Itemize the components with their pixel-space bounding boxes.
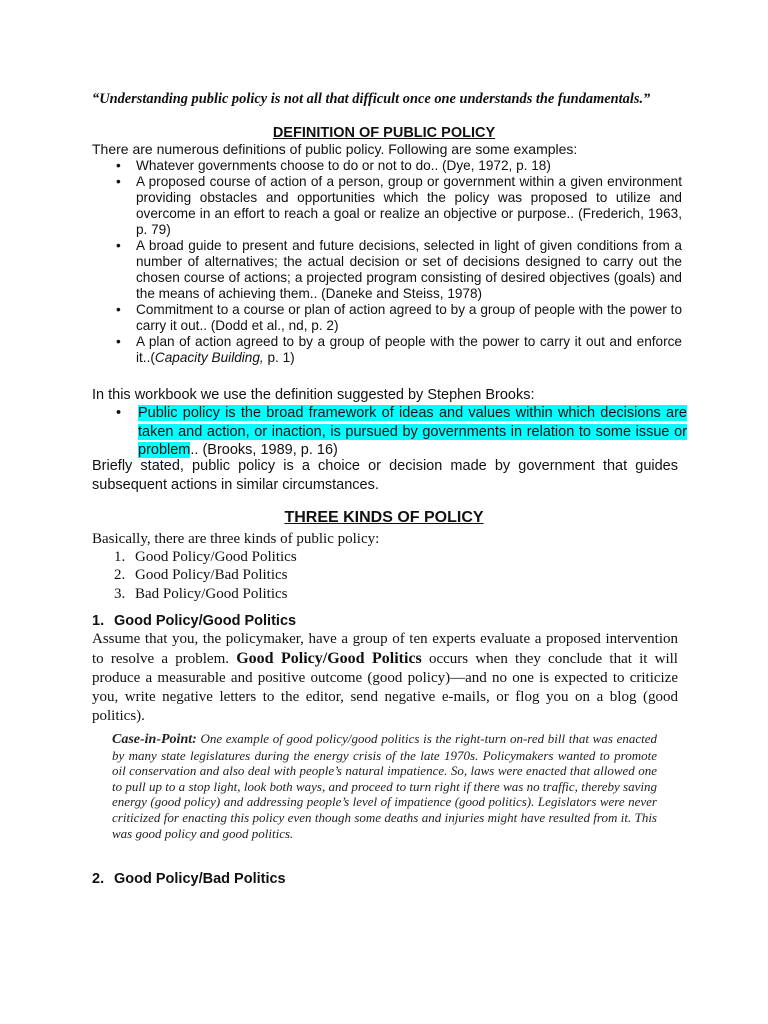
list-item bbox=[92, 334, 682, 366]
definition-text-start: A plan of action agreed to by a group of people with the power to carry it out and enforce it..( bbox=[136, 334, 682, 365]
definition-heading: DEFINITION OF PUBLIC POLICY bbox=[272, 125, 496, 141]
good-good-paragraph bbox=[92, 630, 678, 726]
case-lead: Case-in-Point: bbox=[112, 732, 197, 747]
section-heading-good-good bbox=[92, 612, 296, 630]
section-title: Good Policy/Bad Politics bbox=[114, 871, 286, 887]
section-number: 2. bbox=[92, 871, 105, 887]
brooks-citation: .. (Brooks, 1989, p. 16) bbox=[190, 442, 338, 458]
bullet-icon: • bbox=[116, 405, 122, 421]
highlighted-definition: Public policy is the broad framework of ideas and values within which decisions are taken and action, or inaction, is pursued by governments in relation to some issue or problem bbox=[138, 405, 687, 458]
bullet-icon: • bbox=[116, 174, 121, 189]
section-number: 1. bbox=[92, 613, 105, 629]
list-number: 1. bbox=[114, 549, 126, 565]
section-title: Good Policy/Good Politics bbox=[114, 613, 297, 629]
kind-label: Good Policy/Good Politics bbox=[135, 549, 297, 565]
definition-text: Commitment to a course or plan of action agreed to by a group of people with the power to carry it out.. (Dodd et al., nd, p. 2) bbox=[136, 302, 682, 333]
kind-label: Bad Policy/Good Politics bbox=[135, 585, 288, 602]
list-item bbox=[92, 238, 682, 302]
definition-source-italic: Capacity Building, bbox=[154, 350, 264, 365]
definitions-list bbox=[92, 158, 682, 366]
list-item bbox=[92, 548, 297, 566]
brooks-definition-list bbox=[92, 404, 687, 460]
paragraph-text-end: occurs when they conclude that it will produce a measurable and positive outcome (good policy)—and no one is expected to criticize you, write negative letters to the editor, send negative e-mails, or flog you on a blog (good politics). bbox=[92, 651, 678, 724]
definition-intro: There are numerous definitions of public policy. Following are some examples: bbox=[92, 141, 578, 157]
kinds-intro: Basically, there are three kinds of public policy: bbox=[92, 531, 380, 547]
case-in-point bbox=[112, 731, 657, 841]
brief-summary: Briefly stated, public policy is a choice or decision made by government that guides subsequent actions in similar circumstances. bbox=[92, 458, 678, 493]
list-item bbox=[92, 174, 682, 238]
bullet-icon: • bbox=[116, 238, 121, 253]
kinds-list bbox=[92, 548, 297, 603]
case-text: One example of good policy/good politics is the right-turn on-red bill that was enacted by many state legislatures during the energy crisis of the late 1970s. Policymakers wanted to promote oil conservation and also deal with people’s natural impatience. So, laws were enacted that allowed one to pull up to a stop light, look both ways, and proceed to turn right if there was no traffic, thereby saving energy (good policy) and addressing people’s level of impatience (good politics). Legislators were never criticized for enacting this policy even though some deaths and injuries might have resulted from it. This was good policy and good politics. bbox=[112, 731, 657, 841]
definition-text: A proposed course of action of a person, group or government within a given environment providing obstacles and opportunities which the policy was proposed to utilize and overcome in an effort to reach a goal or realize an objective or purpose.. (Frederich, 1963, p. 79) bbox=[136, 174, 682, 237]
definition-text: A broad guide to present and future decisions, selected in light of given conditions from a number of alternatives; the actual decision or set of decisions designed to carry out the chosen course of actions; a projected program consisting of desired objectives (goals) and the means of achieving them.. (Daneke and Steiss, 1978) bbox=[136, 238, 682, 301]
paragraph-text-start: Assume that you, the policymaker, have a group of ten experts evaluate a proposed intervention to resolve a problem. bbox=[92, 631, 678, 667]
kind-label: Good Policy/Bad Politics bbox=[135, 567, 288, 584]
epigraph-quote: “Understanding public policy is not all that difficult once one understands the fundamentals.” bbox=[92, 91, 651, 107]
definition-text: Whatever governments choose to do or not to do.. (Dye, 1972, p. 18) bbox=[136, 158, 551, 173]
list-item bbox=[92, 566, 297, 584]
bullet-icon: • bbox=[116, 158, 121, 173]
paragraph-emphasis: Good Policy/Good Politics bbox=[236, 650, 422, 667]
list-item bbox=[92, 302, 682, 334]
list-number: 2. bbox=[114, 567, 126, 584]
kinds-heading: THREE KINDS OF POLICY bbox=[284, 509, 484, 526]
definition-text-end: p. 1) bbox=[263, 350, 295, 365]
list-item bbox=[92, 404, 687, 460]
list-number: 3. bbox=[114, 585, 126, 602]
list-item bbox=[92, 158, 682, 174]
brooks-intro: In this workbook we use the definition suggested by Stephen Brooks: bbox=[92, 387, 535, 403]
list-item bbox=[92, 585, 297, 603]
section-heading-good-bad bbox=[92, 870, 286, 888]
bullet-icon: • bbox=[116, 334, 121, 349]
bullet-icon: • bbox=[116, 302, 121, 317]
